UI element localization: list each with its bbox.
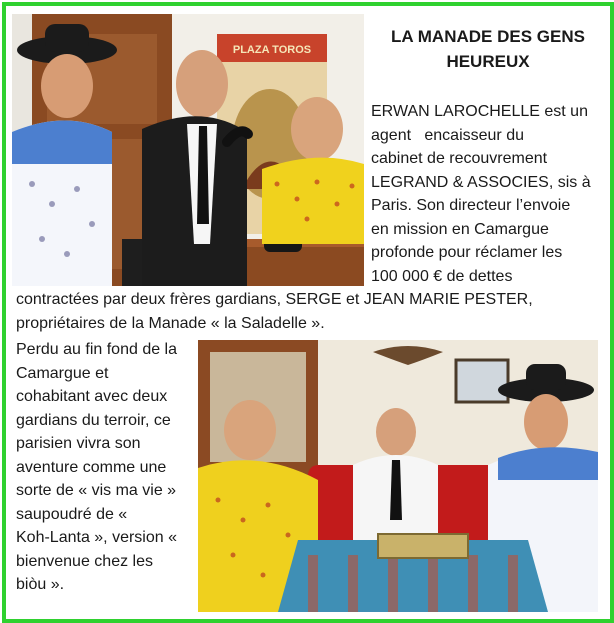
intro-line: ERWAN LAROCHELLE est un	[371, 103, 588, 120]
intro-line: agent encaisseur du	[371, 126, 524, 144]
cast-photo-phone	[12, 14, 364, 286]
intro-line: Paris. Son directeur l’envoie	[371, 197, 571, 214]
story-line: aventure comme une	[16, 458, 167, 476]
story-line: gardians du terroir, ce	[16, 411, 171, 429]
page-frame	[2, 2, 614, 623]
story-line: Koh-Lanta », version «	[16, 529, 177, 546]
intro-paragraph	[371, 100, 611, 288]
intro-paragraph-continued	[16, 288, 606, 335]
intro-line: cabinet de recouvrement	[371, 150, 548, 167]
story-line: parisien vivra son	[16, 435, 141, 452]
story-line: Perdu au fin fond de la	[16, 341, 178, 358]
intro-continued-line: contractées par deux frères gardians, SERGE et JEAN MARIE PESTER,	[16, 291, 533, 308]
story-paragraph	[16, 338, 198, 597]
intro-continued-line: propriétaires de la Manade « la Saladelle ».	[16, 314, 325, 332]
cast-photo-game	[198, 340, 598, 612]
title-line-1: LA MANADE DES GENS	[391, 27, 585, 46]
intro-line: 100 000 € de dettes	[371, 267, 513, 285]
story-line: saupoudré de «	[16, 505, 128, 523]
story-line: sorte de « vis ma vie »	[16, 482, 177, 499]
intro-line: LEGRAND & ASSOCIES, sis à	[371, 173, 591, 191]
intro-line: en mission en Camargue	[371, 220, 549, 238]
story-line: Camargue et	[16, 364, 109, 382]
story-line: cohabitant avec deux	[16, 388, 168, 405]
board-game	[378, 534, 468, 558]
title-line-2: HEUREUX	[446, 52, 530, 71]
story-line: bienvenue chez les	[16, 552, 153, 570]
article-title	[366, 24, 610, 74]
poster-text: PLAZA TOROS	[232, 44, 312, 56]
story-line: biòu ».	[16, 576, 65, 593]
framed-picture	[456, 360, 508, 402]
intro-line: profonde pour réclamer les	[371, 244, 563, 261]
